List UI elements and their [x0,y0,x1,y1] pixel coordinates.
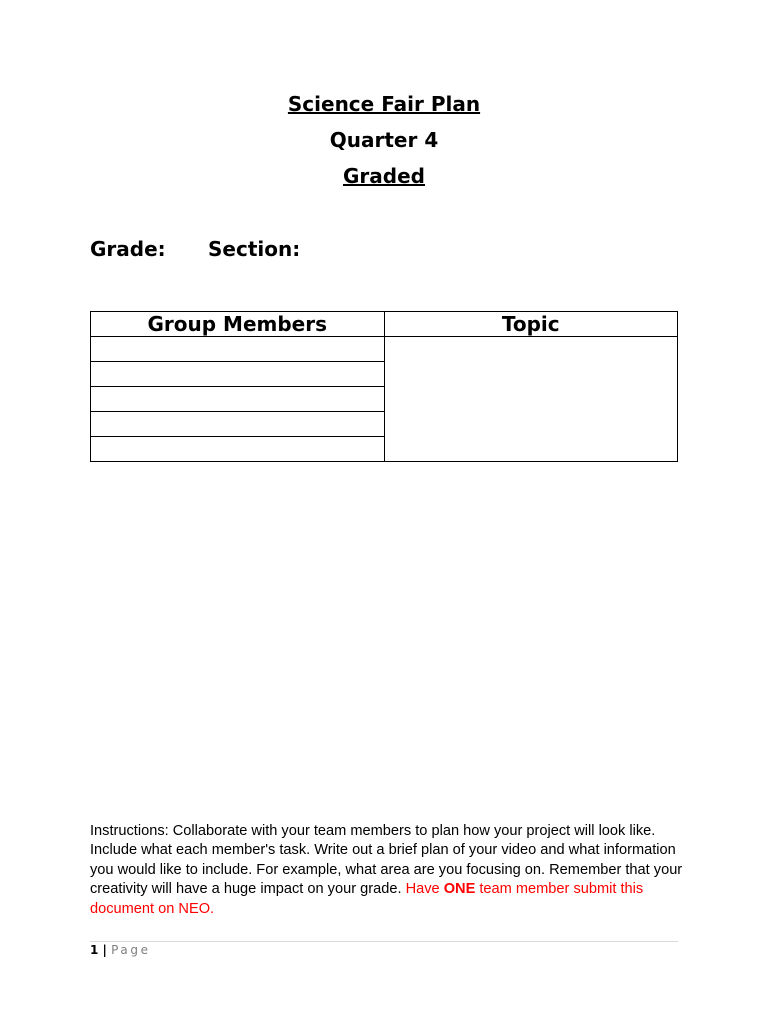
footer-separator: | [98,943,112,957]
group-table [90,311,678,462]
group-member-cell[interactable] [91,437,385,462]
table-row [91,337,678,362]
page-number: 1 [90,943,99,957]
group-member-cell[interactable] [91,387,385,412]
group-member-cell[interactable] [91,337,385,362]
document-header [0,90,768,198]
page-word: Page [111,943,151,957]
grade-section-row [90,237,301,261]
quarter-label: Quarter 4 [329,128,439,152]
graded-label: Graded [343,164,425,188]
footer-divider [90,941,678,942]
topic-cell[interactable] [384,337,678,462]
section-label: Section: [208,237,301,261]
table-header-row [91,312,678,337]
group-member-cell[interactable] [91,362,385,387]
group-member-cell[interactable] [91,412,385,437]
instructions-highlight-prefix: Have [405,881,444,898]
grade-label: Grade: [90,237,166,261]
document-title: Science Fair Plan [287,92,481,116]
group-members-header: Group Members [91,312,385,337]
topic-header: Topic [384,312,678,337]
instructions-text: Instructions: Collaborate with your team members to plan how your project will look like. Include what each member's task. Write out a brief plan of your video and what information you would like to include. For example, what area are you focusing on. Remember that your creativity will have a huge impact on your grade. [90,823,683,898]
instructions-highlight-suffix: team member submit this document on NEO. [90,881,644,917]
instructions-paragraph [90,822,690,919]
page-footer [90,943,151,957]
instructions-highlight-bold: ONE [443,881,476,898]
